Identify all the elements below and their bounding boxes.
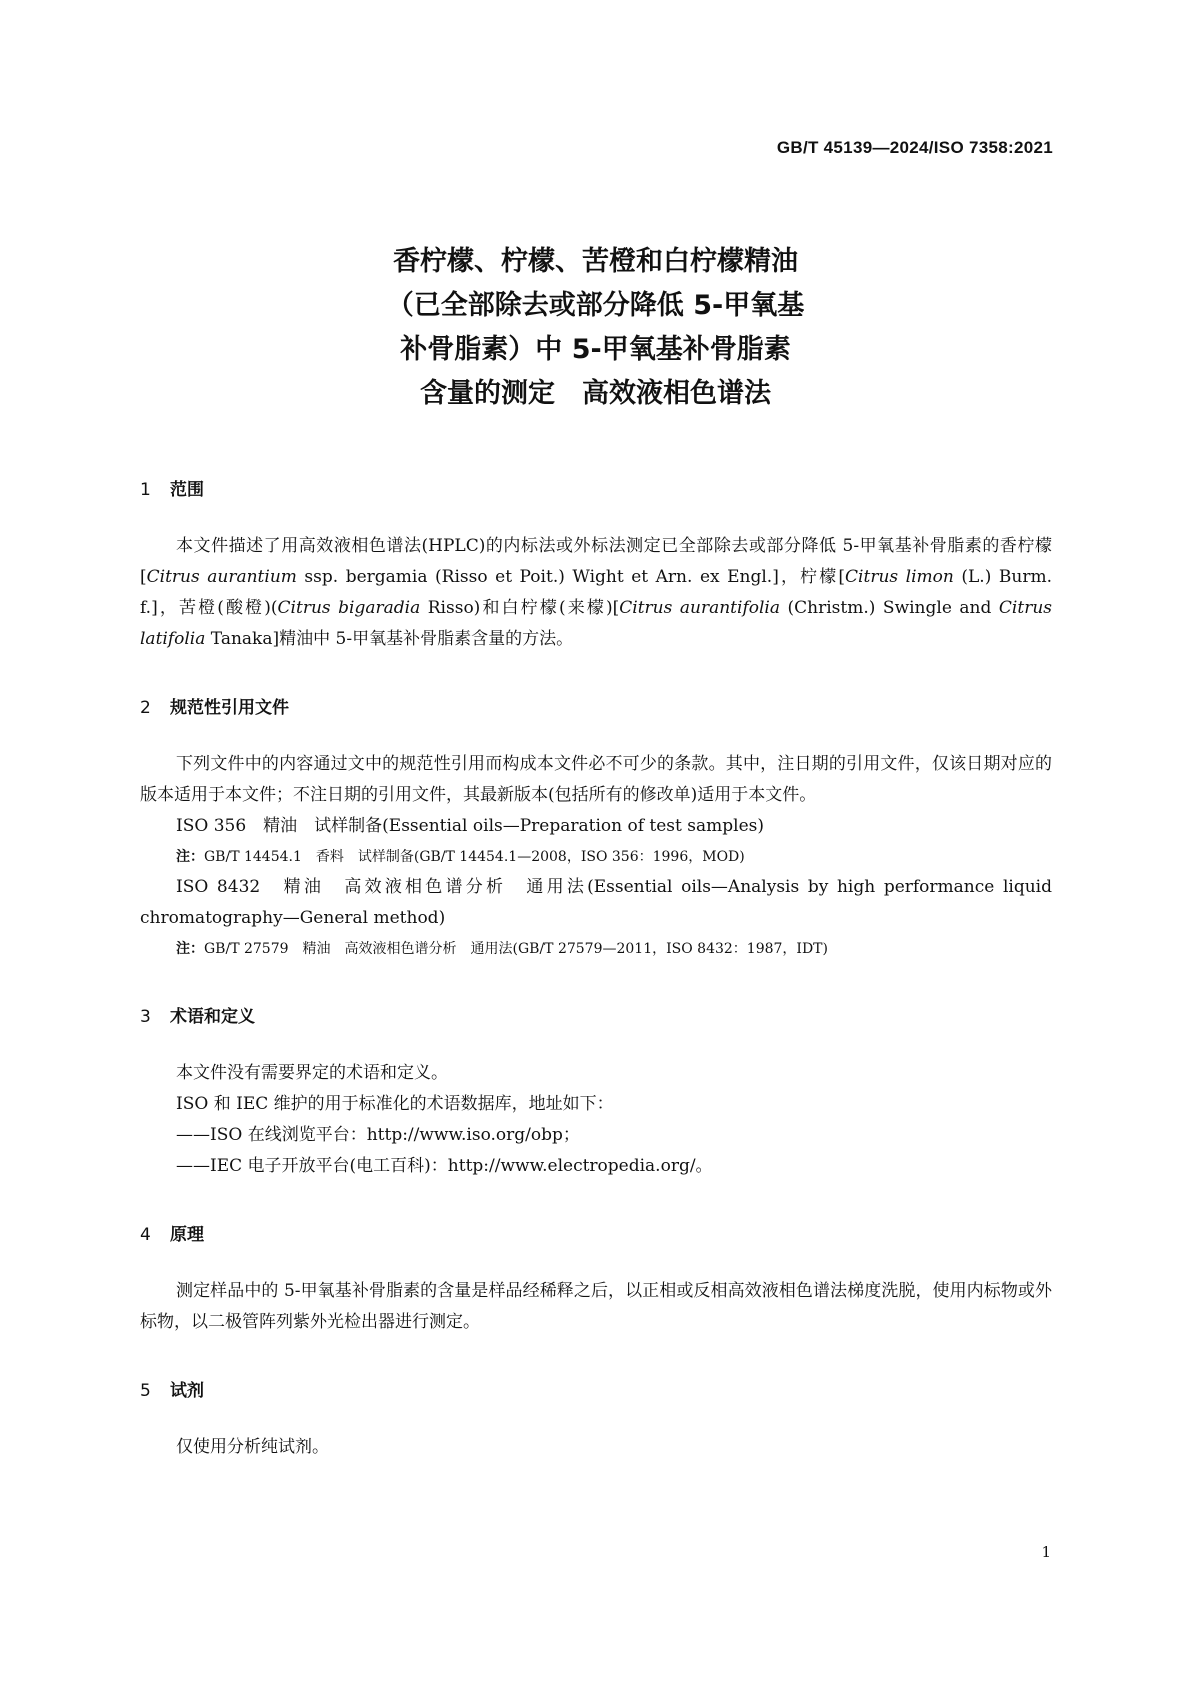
document-title (0, 240, 1191, 416)
title-line: 含量的测定 高效液相色谱法 (420, 378, 771, 409)
section-heading-principle (140, 1220, 1052, 1246)
iec-electropedia-link-line: ——IEC 电子开放平台(电工百科)：http://www.electropedia.org/。 (176, 1156, 713, 1176)
section-title: 范围 (170, 480, 204, 500)
section-title: 原理 (170, 1225, 204, 1245)
title-line: 香柠檬、柠檬、苦橙和白柠檬精油 (393, 246, 798, 277)
section-number: 5 (140, 1381, 151, 1401)
section-number: 4 (140, 1225, 151, 1245)
reference-note: 注：GB/T 27579 精油 高效液相色谱分析 通用法(GB/T 27579—2011，ISO 8432：1987，IDT) (176, 941, 828, 957)
terms-line: ISO 和 IEC 维护的用于标准化的术语数据库，地址如下： (176, 1094, 614, 1114)
section-title: 术语和定义 (170, 1007, 255, 1027)
section-heading-terms-and-definitions (140, 1002, 1052, 1028)
section-heading-scope (140, 475, 1052, 501)
document-body (140, 475, 1052, 1463)
page-number: 1 (1041, 1543, 1051, 1561)
title-line: （已全部除去或部分降低 5-甲氧基 (386, 290, 805, 321)
iso-obp-link-line: ——ISO 在线浏览平台：http://www.iso.org/obp； (176, 1125, 580, 1145)
reference-note: 注：GB/T 14454.1 香料 试样制备(GB/T 14454.1—2008，ISO 356：1996，MOD) (176, 849, 745, 865)
scope-paragraph: 本文件描述了用高效液相色谱法(HPLC)的内标法或外标法测定已全部除去或部分降低 5-甲氧基补骨脂素的香柠檬[Citrus aurantium ssp. bergamia (Risso et Poit.) Wight et Arn. ex Engl.]，柠檬[Citrus limon (L.) Burm. f.]，苦橙(酸橙)(Citrus bigaradia Risso)和白柠檬(来檬)[Citrus aurantifolia (Christm.) Swingle and Citrus latifolia Tanaka]精油中 5-甲氧基补骨脂素含量的方法。 (140, 536, 1052, 649)
section-title: 规范性引用文件 (170, 698, 289, 718)
section-title: 试剂 (170, 1381, 204, 1401)
title-line: 补骨脂素）中 5-甲氧基补骨脂素 (400, 334, 791, 365)
principle-paragraph: 测定样品中的 5-甲氧基补骨脂素的含量是样品经稀释之后，以正相或反相高效液相色谱法梯度洗脱，使用内标物或外标物，以二极管阵列紫外光检出器进行测定。 (140, 1281, 1052, 1332)
reagents-paragraph: 仅使用分析纯试剂。 (176, 1437, 329, 1457)
section-heading-reagents (140, 1376, 1052, 1402)
reference-iso-356: ISO 356 精油 试样制备(Essential oils—Preparation of test samples) (176, 816, 764, 836)
section-number: 2 (140, 698, 151, 718)
section-number: 3 (140, 1007, 151, 1027)
terms-line: 本文件没有需要界定的术语和定义。 (176, 1063, 448, 1083)
section-heading-normative-references (140, 693, 1052, 719)
standard-number: GB/T 45139—2024/ISO 7358:2021 (776, 138, 1053, 157)
section-number: 1 (140, 480, 151, 500)
reference-iso-8432: ISO 8432 精油 高效液相色谱分析 通用法(Essential oils—Analysis by high performance liquid chromatography—General method) (140, 877, 1052, 928)
normative-references-paragraph: 下列文件中的内容通过文中的规范性引用而构成本文件必不可少的条款。其中，注日期的引用文件，仅该日期对应的版本适用于本文件；不注日期的引用文件，其最新版本(包括所有的修改单)适用于本文件。 (140, 754, 1052, 805)
